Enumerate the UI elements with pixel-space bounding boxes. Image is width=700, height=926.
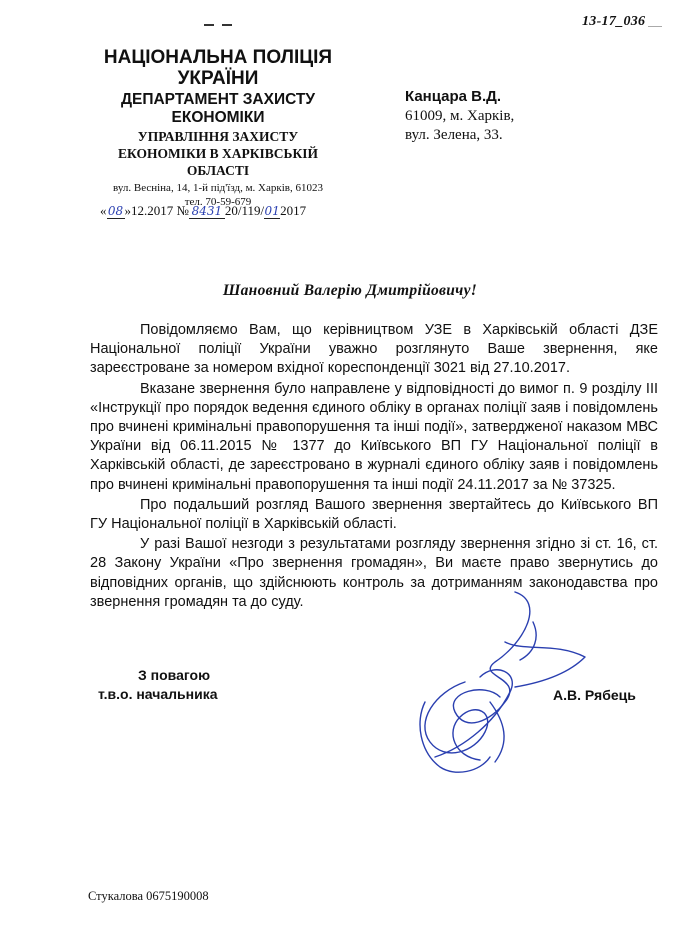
closing-position: т.в.о. начальника [98, 686, 218, 702]
body-paragraph-3: Про подальший розгляд Вашого звернення звертайтесь до Київського ВП ГУ Національної поліції в Харківській області. [90, 496, 658, 533]
body-paragraph-1: Повідомляємо Вам, що керівництвом УЗЕ в Харківській області ДЗЕ Національної поліції України уважно розглянуто Ваше звернення, яке зареєстроване за номером вхідної кореспонденції 3021 від 27.10.2017. [90, 322, 658, 377]
org-name-line1: НАЦІОНАЛЬНА ПОЛІЦІЯ [103, 47, 333, 68]
letter-body [90, 321, 658, 612]
ref-open-quote: « [100, 203, 107, 218]
ref-file-num: 01 [264, 204, 280, 218]
ref-day: 08 [107, 204, 124, 218]
corner-tick-mark [648, 26, 662, 27]
letterhead [78, 47, 358, 209]
salutation: Шановний Валерію Дмитрійовичу! [222, 282, 478, 299]
footer-contact: Стукалова 0675190008 [88, 889, 209, 903]
ref-year: 2017 [280, 203, 307, 218]
unit-line2: ЕКОНОМІКИ В ХАРКІВСЬКІЙ [117, 146, 318, 161]
signer-name: А.В. Рябець [553, 687, 636, 703]
ref-month-year: »12.2017 № [124, 203, 189, 218]
ref-number: 8431 [189, 204, 225, 219]
org-phone: тел. 70-59-679 [184, 196, 252, 208]
unit-line1: УПРАВЛІННЯ ЗАХИСТУ [137, 129, 299, 144]
unit-line3: ОБЛАСТІ [186, 163, 250, 178]
recipient-postal: 61009, м. Харків, [405, 107, 515, 124]
reference-line [100, 203, 306, 219]
recipient-block [405, 87, 514, 146]
recipient-street: вул. Зелена, 33. [405, 127, 503, 143]
document-code: 13-17_036 [582, 14, 646, 29]
recipient-name: Канцара В.Д. [405, 88, 502, 105]
department-line2: ЕКОНОМІКИ [171, 109, 265, 126]
org-name-line2: УКРАЇНИ [177, 68, 259, 89]
closing-regards: З повагою [138, 667, 211, 683]
top-dash-mark [204, 24, 234, 26]
org-address: вул. Весніна, 14, 1-й під'їзд, м. Харків, 61023 [113, 182, 323, 194]
closing-block [98, 666, 218, 704]
body-paragraph-4: У разі Вашої незгоди з результатами розгляду звернення згідно зі ст. 16, ст. 28 Закону України «Про звернення громадян», Ви маєте право звернутись до відповідних органів, що здійснюють контроль за дотриманням законодавства про звернення громадян та до суду. [90, 536, 658, 610]
handwritten-signature [395, 582, 595, 782]
ref-file-prefix: 20/119/ [224, 203, 265, 218]
department-line1: ДЕПАРТАМЕНТ ЗАХИСТУ [120, 91, 316, 108]
body-paragraph-2: Вказане звернення було направлене у відповідності до вимог п. 9 розділу ІІІ «Інструкції про порядок ведення єдиного обліку в органах поліції заяв і повідомлень про вчинені кримінальні правопорушення та інші події», затвердженої наказом МВС України від 06.11.2015 № 1377 до Київського ВП ГУ Національної поліції в Харківській області, де зареєстровано в журналі єдиного обліку заяв і повідомлень про вчинені кримінальні правопорушення та інші події 24.11.2017 за № 37325. [90, 380, 658, 493]
